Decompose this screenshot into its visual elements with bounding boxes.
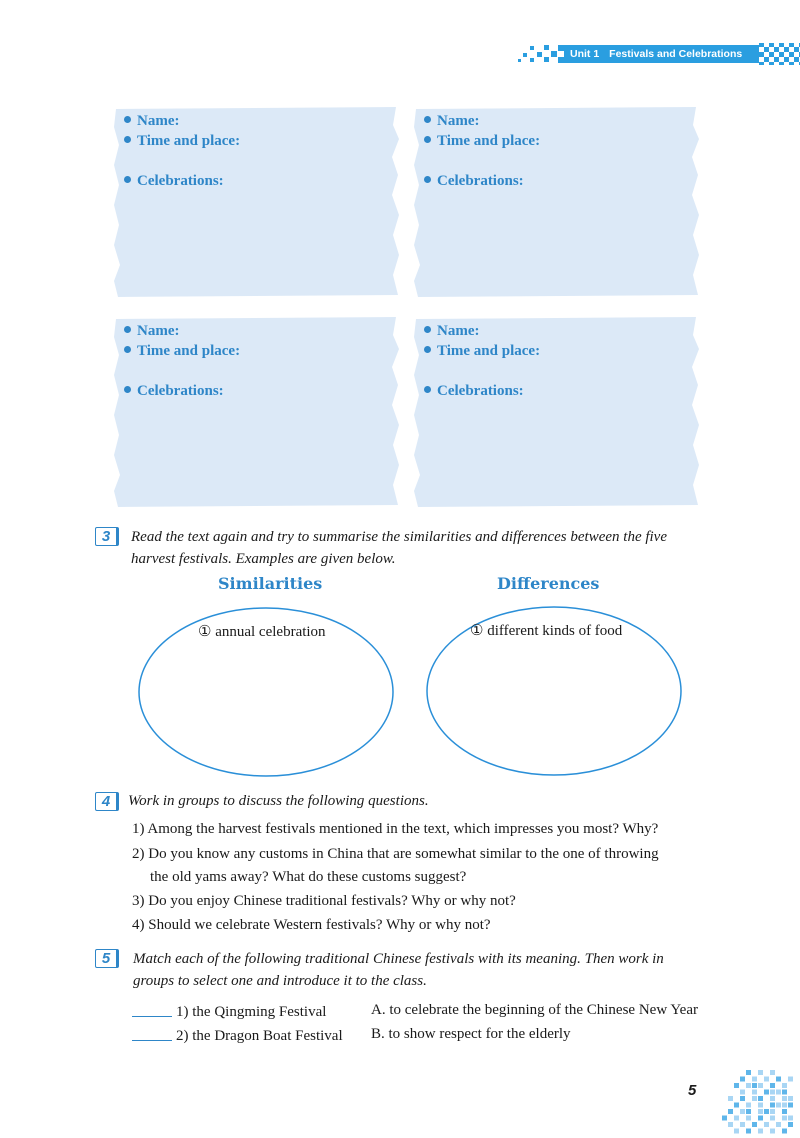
page-number: 5 (688, 1082, 697, 1099)
card-celebrations-label: Celebrations: (424, 173, 524, 190)
task-4-badge: 4 (95, 792, 119, 811)
bullet-icon (124, 176, 131, 183)
festival-card-3 (112, 315, 402, 509)
running-header (518, 43, 800, 65)
card-celebrations-label: Celebrations: (124, 173, 224, 190)
task-3-instruction (131, 526, 711, 570)
card-name-label: Name: (424, 323, 479, 340)
bullet-icon (424, 346, 431, 353)
answer-blank[interactable] (132, 1002, 172, 1017)
card-time-place-label: Time and place: (124, 133, 240, 150)
task-4-question-1: 1) Among the harvest festivals mentioned in the text, which impresses you most? Why? (132, 821, 659, 837)
bullet-icon (124, 386, 131, 393)
answer-blank[interactable] (132, 1026, 172, 1041)
card-time-place-label: Time and place: (424, 133, 540, 150)
task-4-question-3: 3) Do you enjoy Chinese traditional festivals? Why or why not? (132, 893, 516, 909)
bullet-icon (124, 326, 131, 333)
card-name-label: Name: (124, 323, 179, 340)
card-time-place-label: Time and place: (124, 343, 240, 360)
task-5-badge: 5 (95, 949, 119, 968)
bullet-icon (424, 386, 431, 393)
festival-card-4 (412, 315, 702, 509)
match-meaning-a: A. to celebrate the beginning of the Chinese New Year (371, 1002, 698, 1018)
pixel-decoration-footer (700, 1070, 800, 1138)
festival-card-1 (112, 105, 402, 299)
differences-example: ① different kinds of food (470, 623, 623, 639)
bullet-icon (424, 176, 431, 183)
card-time-place-label: Time and place: (424, 343, 540, 360)
match-festival-2: 2) the Dragon Boat Festival (132, 1026, 343, 1045)
bullet-icon (124, 116, 131, 123)
task-4-question-4: 4) Should we celebrate Western festivals? Why or why not? (132, 917, 491, 933)
task-4-question-2: 2) Do you know any customs in China that are somewhat similar to the one of throwing (132, 846, 659, 862)
card-name-label: Name: (424, 113, 479, 130)
differences-title: Differences (497, 574, 600, 593)
card-celebrations-label: Celebrations: (124, 383, 224, 400)
header-title-bar (564, 45, 759, 63)
match-meaning-b: B. to show respect for the elderly (371, 1026, 571, 1042)
unit-title: Festivals and Celebrations (609, 48, 743, 60)
task-3-instruction-line-1: Read the text again and try to summarise the similarities and differences between the five (131, 529, 668, 545)
card-name-label: Name: (124, 113, 179, 130)
task-5-instruction-line-1: Match each of the following traditional Chinese festivals with its meaning. Then work in (133, 951, 664, 967)
task-5-instruction (133, 948, 713, 992)
bullet-icon (424, 326, 431, 333)
task-3-instruction-line-2: harvest festivals. Examples are given below. (131, 551, 396, 567)
bullet-icon (424, 116, 431, 123)
bullet-icon (124, 136, 131, 143)
pixel-decoration-left (518, 43, 564, 65)
unit-label: Unit 1 (570, 48, 600, 60)
checker-decoration (759, 43, 800, 65)
match-festival-1: 1) the Qingming Festival (132, 1002, 326, 1021)
task-5-instruction-line-2: groups to select one and introduce it to the class. (133, 973, 427, 989)
card-celebrations-label: Celebrations: (424, 383, 524, 400)
task-3-badge: 3 (95, 527, 119, 546)
bullet-icon (424, 136, 431, 143)
similarities-example: ① annual celebration (198, 624, 326, 640)
festival-card-2 (412, 105, 702, 299)
task-4-instruction: Work in groups to discuss the following questions. (128, 793, 429, 809)
task-4-question-2-cont: the old yams away? What do these customs suggest? (150, 869, 467, 885)
similarities-title: Similarities (218, 574, 323, 593)
bullet-icon (124, 346, 131, 353)
